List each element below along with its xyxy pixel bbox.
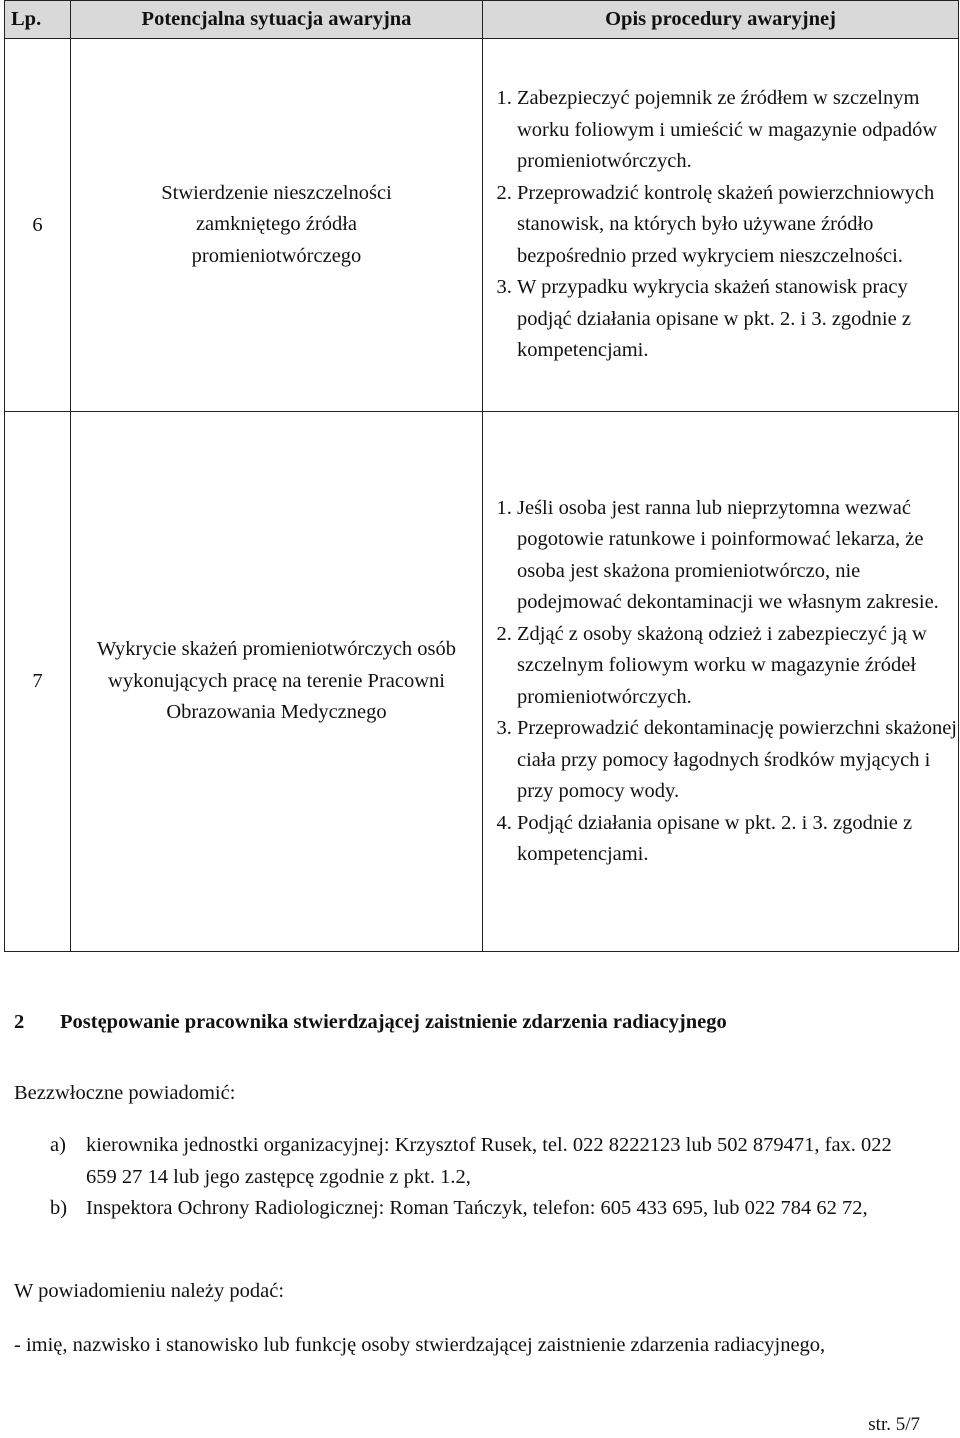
table-header-row bbox=[5, 1, 959, 39]
procedure-step: 3. W przypadku wykrycia skażeń stanowisk pracy podjąć działania opisane w pkt. 2. i 3. zgodnie z kompetencjami. bbox=[517, 272, 958, 367]
procedure-step: 3. Przeprowadzić dekontaminację powierzchni skażonej ciała przy pomocy łagodnych środków myjących i przy pomocy wody. bbox=[517, 713, 958, 808]
procedure-cell bbox=[483, 39, 959, 412]
section-number: 2 bbox=[14, 1011, 25, 1033]
situation-text bbox=[71, 412, 483, 952]
procedure-steps bbox=[483, 83, 958, 367]
header-situation: Potencjalna sytuacja awaryjna bbox=[71, 1, 483, 39]
header-lp: Lp. bbox=[5, 1, 71, 39]
table-row bbox=[5, 412, 959, 952]
notify-list bbox=[14, 1130, 914, 1225]
list-item bbox=[14, 1193, 914, 1225]
section-title: Postępowanie pracownika stwierdzającej zaistnienie zdarzenia radiacyjnego bbox=[60, 1011, 727, 1033]
situation-text-body: Stwierdzenie nieszczelności zamkniętego źródła promieniotwórczego bbox=[161, 181, 392, 267]
row-number: 7 bbox=[5, 412, 71, 952]
list-item-label: b) bbox=[50, 1197, 68, 1219]
list-item-text: Inspektora Ochrony Radiologicznej: Roman Tańczyk, telefon: 605 433 695, lub 022 784 62 72, bbox=[86, 1197, 868, 1219]
emergency-procedures-table bbox=[4, 0, 959, 952]
procedure-step: 1. Jeśli osoba jest ranna lub nieprzytomna wezwać pogotowie ratunkowe i poinformować lekarza, że osoba jest skażona promieniotwórczo, nie podejmować dekontaminacji we własnym zakresie. bbox=[517, 493, 958, 619]
situation-text bbox=[71, 39, 483, 412]
procedure-step: 2. Przeprowadzić kontrolę skażeń powierzchniowych stanowisk, na których było używane źródło bezpośrednio przed wykryciem nieszczelności. bbox=[517, 178, 958, 273]
header-procedure: Opis procedury awaryjnej bbox=[483, 1, 959, 39]
notice-intro: W powiadomieniu należy podać: bbox=[14, 1280, 285, 1302]
procedure-step: 2. Zdjąć z osoby skażoną odzież i zabezpieczyć ją w szczelnym foliowym worku w magazynie źródeł promieniotwórczych. bbox=[517, 619, 958, 714]
page-number: str. 5/7 bbox=[868, 1414, 920, 1435]
list-item bbox=[14, 1130, 914, 1193]
row-number: 6 bbox=[5, 39, 71, 412]
notify-intro: Bezzwłoczne powiadomić: bbox=[14, 1082, 236, 1104]
procedure-step: 1. Zabezpieczyć pojemnik ze źródłem w szczelnym worku foliowym i umieścić w magazynie odpadów promieniotwórczych. bbox=[517, 83, 958, 178]
situation-text-body: Wykrycie skażeń promieniotwórczych osób wykonujących pracę na terenie Pracowni Obrazowania Medycznego bbox=[96, 638, 457, 724]
procedure-step: 4. Podjąć działania opisane w pkt. 2. i 3. zgodnie z kompetencjami. bbox=[517, 808, 958, 871]
procedure-cell bbox=[483, 412, 959, 952]
table-row bbox=[5, 39, 959, 412]
procedure-steps bbox=[483, 493, 958, 871]
list-item-label: a) bbox=[50, 1134, 66, 1156]
list-item-text: kierownika jednostki organizacyjnej: Krzysztof Rusek, tel. 022 8222123 lub 502 879471, fax. 022 659 27 14 lub jego zastępcę zgodnie z pkt. 1.2, bbox=[86, 1134, 892, 1188]
section-heading bbox=[14, 1011, 727, 1034]
notice-item: - imię, nazwisko i stanowisko lub funkcję osoby stwierdzającej zaistnienie zdarzenia radiacyjnego, bbox=[14, 1334, 826, 1356]
